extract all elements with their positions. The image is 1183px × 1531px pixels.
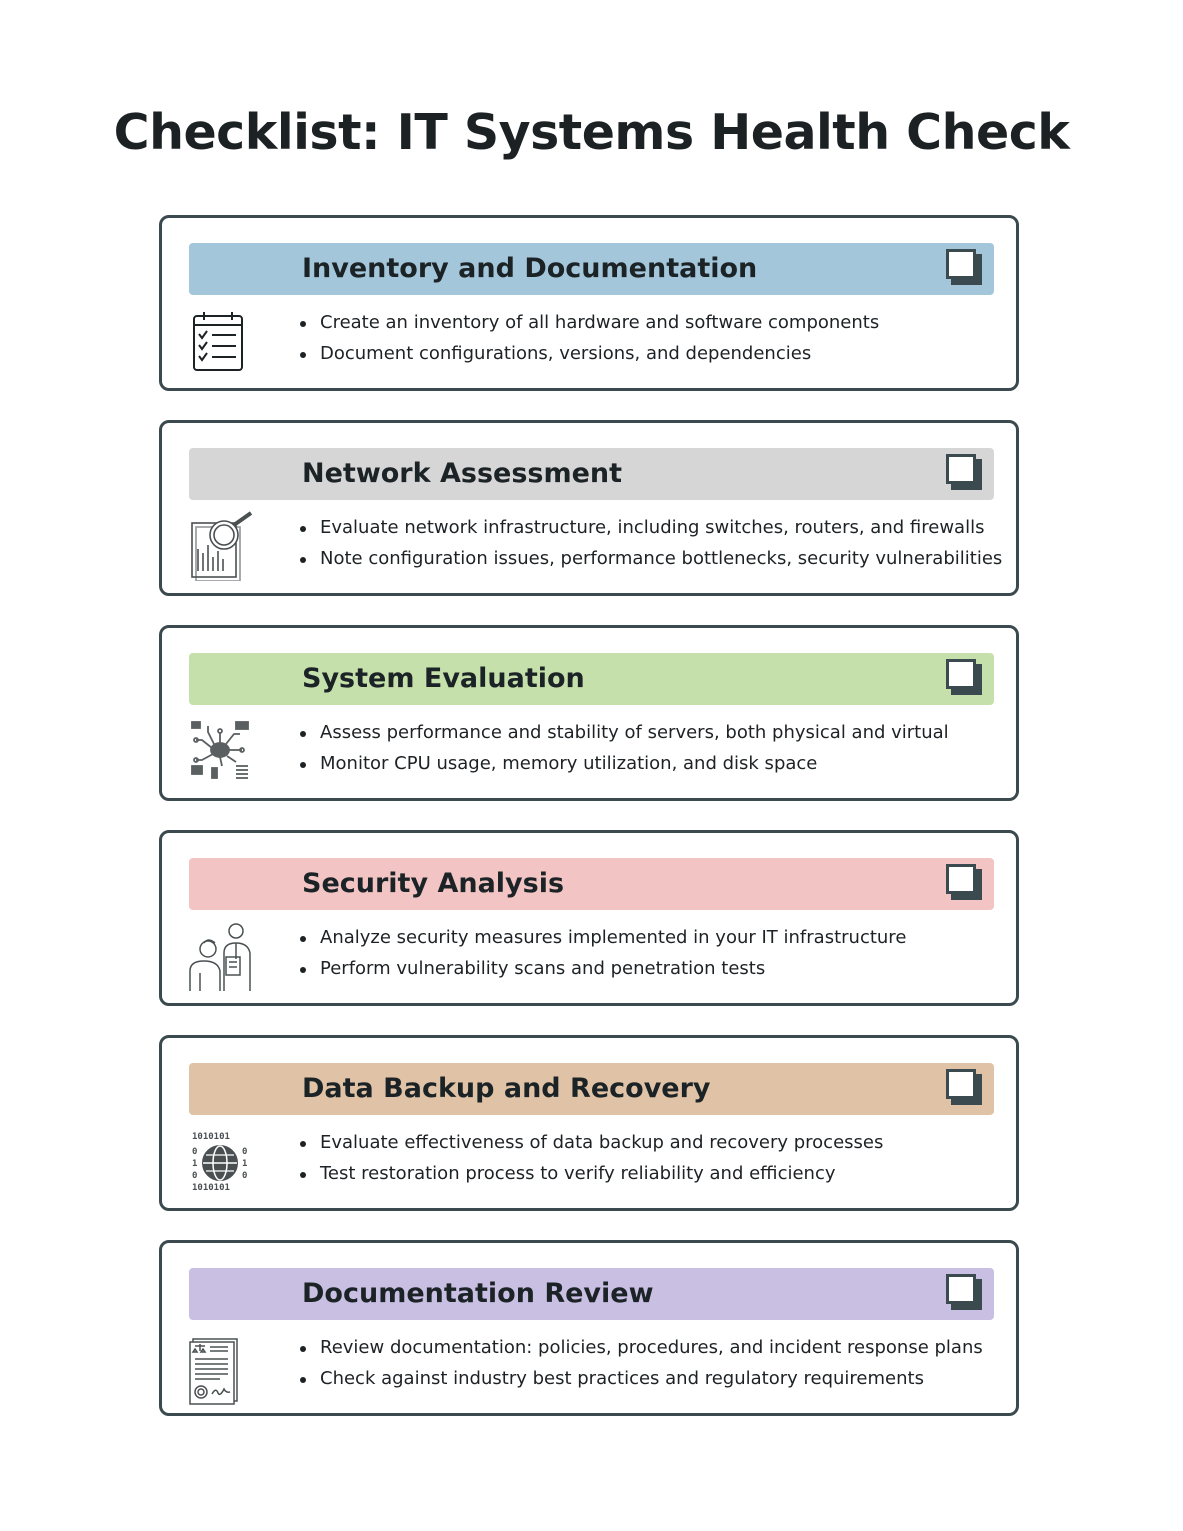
section-title: Data Backup and Recovery	[302, 1073, 711, 1104]
section-checkbox[interactable]	[946, 659, 982, 695]
list-item: Review documentation: policies, procedures, and incident response plans	[298, 1333, 983, 1364]
list-item: Perform vulnerability scans and penetration tests	[298, 954, 906, 985]
section-card-inventory	[159, 215, 1019, 391]
section-title: Security Analysis	[302, 868, 565, 899]
svg-text:0: 0	[192, 1171, 198, 1181]
section-card-security	[159, 830, 1019, 1006]
section-header	[189, 1268, 994, 1320]
list-item: Document configurations, versions, and dependencies	[298, 339, 879, 370]
list-item: Note configuration issues, performance bottlenecks, security vulnerabilities	[298, 544, 1002, 575]
svg-text:1: 1	[192, 1159, 198, 1169]
svg-text:0: 0	[192, 1147, 198, 1157]
section-checkbox[interactable]	[946, 864, 982, 900]
list-item: Test restoration process to verify reliability and efficiency	[298, 1159, 883, 1190]
svg-text:1010101: 1010101	[192, 1183, 230, 1193]
section-title: Inventory and Documentation	[302, 253, 758, 284]
section-item-list	[298, 923, 906, 984]
binary-globe-icon	[190, 1130, 262, 1202]
legal-document-icon	[188, 1337, 260, 1409]
section-header	[189, 653, 994, 705]
section-card-documentation	[159, 1240, 1019, 1416]
circuit-chip-icon	[190, 720, 262, 792]
svg-text:0: 0	[242, 1147, 248, 1157]
section-title: Network Assessment	[302, 458, 623, 489]
section-item-list	[298, 718, 949, 779]
section-checkbox[interactable]	[946, 1069, 982, 1105]
people-analysis-icon	[188, 921, 260, 993]
section-item-list	[298, 513, 1002, 574]
section-item-list	[298, 308, 879, 369]
svg-text:1010101: 1010101	[192, 1132, 230, 1142]
list-item: Evaluate effectiveness of data backup and recovery processes	[298, 1128, 883, 1159]
section-checkbox[interactable]	[946, 1274, 982, 1310]
section-title: System Evaluation	[302, 663, 585, 694]
section-card-backup	[159, 1035, 1019, 1211]
list-item: Monitor CPU usage, memory utilization, and disk space	[298, 749, 949, 780]
section-card-network	[159, 420, 1019, 596]
section-checkbox[interactable]	[946, 249, 982, 285]
section-item-list	[298, 1333, 983, 1394]
checklist-clipboard-icon	[190, 310, 262, 382]
section-header	[189, 243, 994, 295]
page-title: Checklist: IT Systems Health Check	[113, 104, 1070, 161]
section-title: Documentation Review	[302, 1278, 654, 1309]
magnifier-report-icon	[189, 509, 261, 581]
list-item: Create an inventory of all hardware and software components	[298, 308, 879, 339]
section-header	[189, 448, 994, 500]
svg-text:1: 1	[242, 1159, 248, 1169]
section-checkbox[interactable]	[946, 454, 982, 490]
list-item: Assess performance and stability of servers, both physical and virtual	[298, 718, 949, 749]
svg-text:0: 0	[242, 1171, 248, 1181]
section-header	[189, 1063, 994, 1115]
section-card-system	[159, 625, 1019, 801]
section-header	[189, 858, 994, 910]
list-item: Analyze security measures implemented in your IT infrastructure	[298, 923, 906, 954]
list-item: Evaluate network infrastructure, including switches, routers, and firewalls	[298, 513, 1002, 544]
section-item-list	[298, 1128, 883, 1189]
list-item: Check against industry best practices and regulatory requirements	[298, 1364, 983, 1395]
